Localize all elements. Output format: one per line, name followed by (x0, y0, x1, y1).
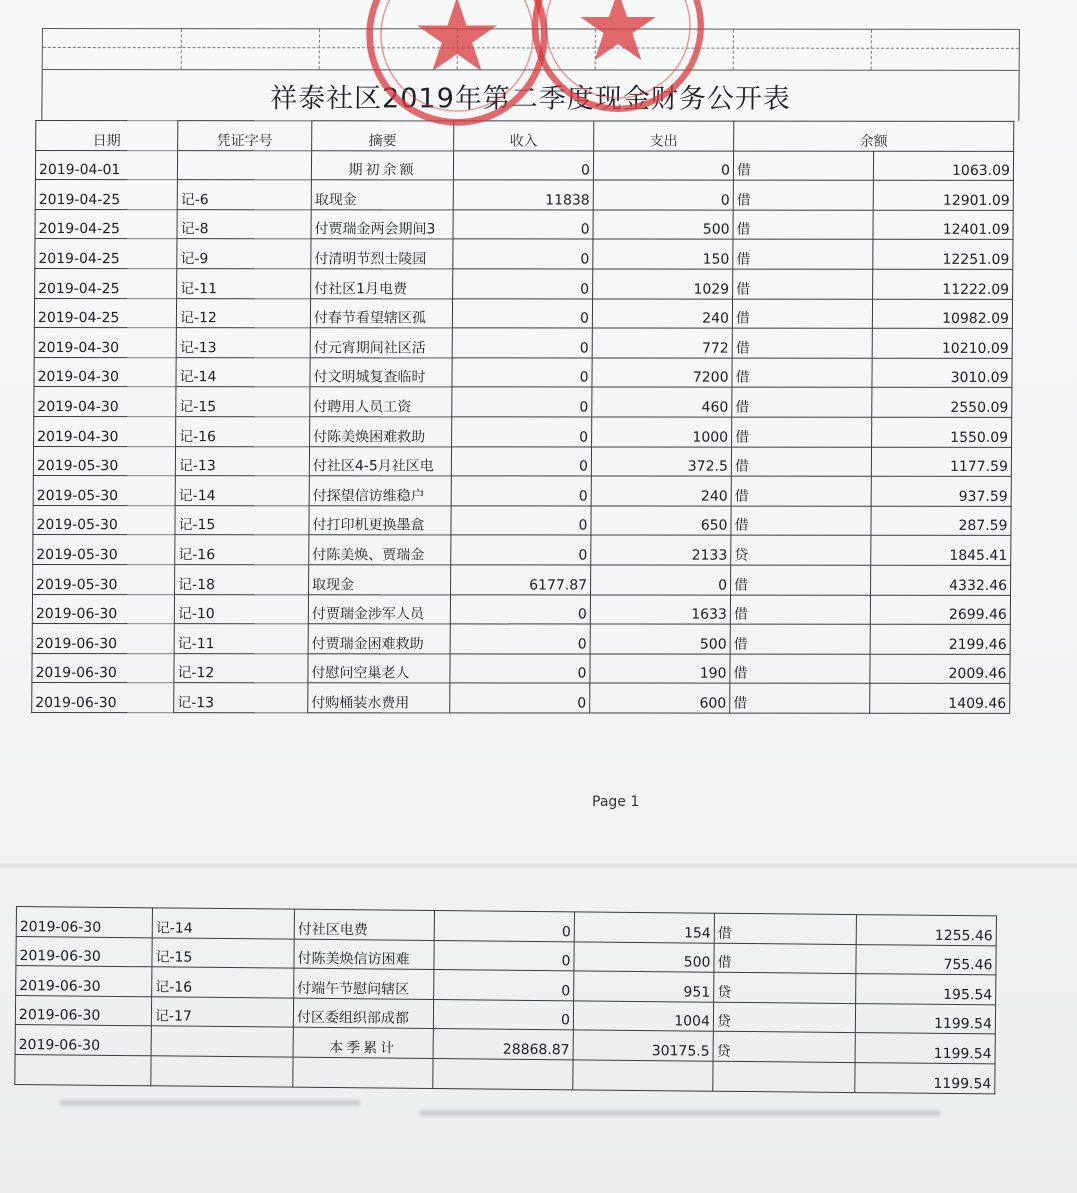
row-expense: 0 (593, 151, 733, 181)
row-income: 0 (452, 387, 592, 417)
table-row (32, 624, 1010, 654)
row-date: 2019-04-25 (35, 268, 177, 298)
row-balance: 1255.46 (856, 915, 996, 946)
row-direction: 贷 (714, 972, 856, 1003)
row-balance: 12901.09 (873, 180, 1013, 210)
row-voucher: 记-9 (177, 239, 311, 269)
row-expense: 600 (590, 683, 730, 713)
row-direction: 借 (733, 151, 873, 181)
row-summary: 付社区1月电费 (311, 269, 453, 299)
row-balance: 287.59 (871, 506, 1011, 536)
row-income: 0 (434, 940, 574, 971)
row-voucher: 记-8 (177, 209, 311, 239)
table-row (35, 150, 1013, 180)
row-income: 6177.87 (451, 565, 591, 595)
row-direction: 借 (733, 269, 873, 299)
row-date: 2019-06-30 (32, 594, 174, 624)
row-summary: 付文明城复查临时 (310, 358, 452, 388)
header-expense: 支出 (594, 121, 734, 151)
row-balance: 2699.46 (870, 595, 1010, 625)
row-direction: 借 (732, 328, 872, 358)
row-voucher: 记-13 (174, 683, 308, 713)
table-row (34, 328, 1012, 358)
row-income: 0 (451, 446, 591, 476)
row-voucher: 记-16 (175, 535, 309, 565)
row-summary: 付社区电费 (294, 909, 434, 940)
row-direction: 贷 (731, 535, 871, 565)
row-direction: 借 (731, 447, 871, 477)
row-income: 0 (452, 298, 592, 328)
row-expense: 190 (590, 654, 730, 684)
table-row (33, 535, 1011, 565)
row-balance: 3010.09 (872, 358, 1012, 388)
row-summary: 付陈美焕、贾瑞金 (309, 535, 451, 565)
row-expense: 240 (591, 476, 731, 506)
row-balance: 1550.09 (872, 417, 1012, 447)
header-voucher: 凭证字号 (178, 121, 312, 151)
row-income: 11838 (453, 180, 593, 210)
row-date: 2019-04-25 (34, 298, 176, 328)
scan-smudge (420, 1110, 940, 1116)
row-income: 0 (434, 970, 574, 1001)
ledger-page-1 (19, 24, 1020, 751)
row-direction: 借 (714, 913, 856, 944)
row-voucher: 记-13 (176, 328, 310, 358)
row-voucher: 记-11 (174, 624, 308, 654)
row-voucher: 记-11 (177, 269, 311, 299)
row-summary: 付贾瑞金两会期间3 (311, 210, 453, 240)
row-date: 2019-04-25 (35, 180, 177, 210)
row-voucher: 记-10 (174, 594, 308, 624)
row-date: 2019-05-30 (33, 476, 175, 506)
table-row (34, 387, 1012, 417)
final-balance: 1199.54 (855, 1063, 995, 1094)
row-direction: 借 (733, 210, 873, 240)
row-expense: 650 (591, 506, 731, 536)
ledger-table (31, 120, 1014, 714)
row-direction: 借 (730, 624, 870, 654)
row-summary: 付春节看望辖区孤 (310, 298, 452, 328)
row-date: 2019-06-30 (15, 995, 151, 1026)
row-income: 0 (453, 210, 593, 240)
row-income: 28868.87 (433, 1029, 573, 1060)
row-expense: 1633 (590, 595, 730, 625)
header-balance: 余额 (734, 121, 1014, 151)
header-blank-row (42, 28, 1020, 71)
row-date: 2019-04-01 (35, 150, 177, 180)
row-balance: 1177.59 (871, 447, 1011, 477)
row-summary: 付慰问空巢老人 (308, 653, 450, 683)
row-income: 0 (451, 476, 591, 506)
row-expense: 772 (592, 328, 732, 358)
row-expense: 7200 (592, 358, 732, 388)
table-row (32, 594, 1010, 624)
table-row (33, 476, 1011, 506)
row-income: 0 (450, 683, 590, 713)
row-expense: 1029 (593, 269, 733, 299)
row-balance: 195.54 (856, 974, 996, 1005)
row-summary: 取现金 (311, 180, 453, 210)
row-direction: 借 (731, 506, 871, 536)
row-expense: 2133 (591, 535, 731, 565)
table-row (34, 416, 1012, 446)
row-summary: 付打印机更换墨盒 (309, 505, 451, 535)
row-voucher: 记-16 (152, 967, 294, 998)
page-number-label: Page 1 (592, 794, 640, 810)
row-direction: 借 (714, 943, 856, 974)
row-date: 2019-04-30 (34, 416, 176, 446)
row-expense: 372.5 (591, 447, 731, 477)
row-expense: 240 (592, 299, 732, 329)
row-summary: 付陈美焕信访困难 (294, 939, 434, 970)
row-expense: 500 (590, 624, 730, 654)
row-balance: 1845.41 (871, 536, 1011, 566)
row-income: 0 (450, 654, 590, 684)
row-direction: 借 (733, 180, 873, 210)
row-direction: 借 (731, 476, 871, 506)
table-row (34, 298, 1012, 328)
row-voucher: 记-12 (174, 653, 308, 683)
row-balance: 10210.09 (872, 328, 1012, 358)
row-balance: 2199.46 (870, 624, 1010, 654)
row-income: 0 (451, 535, 591, 565)
row-summary: 付端午节慰问辖区 (294, 968, 434, 999)
row-direction: 借 (732, 417, 872, 447)
row-expense: 154 (574, 912, 714, 943)
row-direction: 借 (730, 683, 870, 713)
row-summary: 付元宵期间社区活 (310, 328, 452, 358)
row-balance: 755.46 (856, 944, 996, 975)
row-summary: 付贾瑞金困难救助 (308, 624, 450, 654)
row-date: 2019-06-30 (32, 624, 174, 654)
row-expense: 951 (574, 971, 714, 1002)
table-row (33, 446, 1011, 476)
row-expense: 0 (593, 180, 733, 210)
row-direction: 借 (730, 654, 870, 684)
row-date: 2019-05-30 (33, 564, 175, 594)
row-direction: 借 (732, 387, 872, 417)
table-row (35, 209, 1013, 239)
row-date: 2019-04-30 (34, 357, 176, 387)
row-date: 2019-04-30 (34, 387, 176, 417)
row-income: 0 (452, 328, 592, 358)
row-summary: 付聘用人员工资 (310, 387, 452, 417)
row-expense: 500 (593, 210, 733, 240)
row-voucher: 记-14 (176, 357, 310, 387)
scan-smudge (60, 1100, 360, 1106)
table-row (34, 357, 1012, 387)
header-summary: 摘要 (312, 121, 454, 151)
row-income: 0 (453, 239, 593, 269)
row-date: 2019-05-30 (33, 505, 175, 535)
row-balance: 937.59 (871, 476, 1011, 506)
row-direction: 借 (732, 299, 872, 329)
row-balance: 2550.09 (872, 388, 1012, 418)
row-summary: 付探望信访维稳户 (309, 476, 451, 506)
row-income: 0 (433, 999, 573, 1030)
row-balance: 4332.46 (870, 565, 1010, 595)
row-date: 2019-04-25 (35, 209, 177, 239)
row-voucher: 记-15 (152, 937, 294, 968)
row-summary: 付贾瑞金涉军人员 (308, 594, 450, 624)
row-voucher: 记-15 (176, 387, 310, 417)
row-balance: 1063.09 (873, 151, 1013, 181)
row-expense: 500 (574, 941, 714, 972)
row-date: 2019-06-30 (32, 653, 174, 683)
row-direction: 借 (733, 239, 873, 269)
header-income: 收入 (454, 121, 594, 151)
row-balance: 11222.09 (873, 269, 1013, 299)
row-direction: 借 (732, 358, 872, 388)
row-balance: 10982.09 (872, 299, 1012, 329)
row-summary: 付清明节烈士陵园 (311, 239, 453, 269)
row-balance: 1199.54 (855, 1003, 995, 1034)
row-expense: 1000 (592, 417, 732, 447)
row-direction: 贷 (713, 1032, 855, 1063)
row-date: 2019-06-30 (16, 936, 152, 967)
row-balance: 12401.09 (873, 210, 1013, 240)
row-expense: 30175.5 (573, 1030, 713, 1061)
row-voucher: 记-14 (152, 908, 294, 939)
table-row (32, 653, 1010, 683)
row-voucher: 记-12 (176, 298, 310, 328)
row-date: 2019-06-30 (16, 966, 152, 997)
row-income: 0 (451, 506, 591, 536)
table-row (33, 564, 1011, 594)
row-balance: 1409.46 (870, 684, 1010, 714)
row-direction: 贷 (713, 1002, 855, 1033)
table-row (35, 268, 1013, 298)
row-income: 0 (450, 594, 590, 624)
page-title: 祥泰社区2019年第二季度现金财务公开表 (41, 70, 1019, 121)
row-voucher: 记-13 (175, 446, 309, 476)
row-income: 0 (452, 417, 592, 447)
row-voucher: 记-16 (176, 417, 310, 447)
row-summary: 本季累计 (293, 1028, 433, 1059)
row-balance: 2009.46 (870, 654, 1010, 684)
row-direction: 借 (730, 595, 870, 625)
row-summary: 付购桶装水费用 (308, 683, 450, 713)
table-row (32, 683, 1010, 713)
row-voucher: 记-15 (175, 505, 309, 535)
row-voucher: 记-14 (175, 476, 309, 506)
row-income: 0 (434, 911, 574, 942)
row-expense: 150 (593, 239, 733, 269)
row-summary: 付陈美焕困难救助 (310, 417, 452, 447)
row-date: 2019-05-30 (33, 535, 175, 565)
row-summary: 付社区4-5月社区电 (309, 446, 451, 476)
row-voucher: 记-6 (177, 180, 311, 210)
row-balance: 12251.09 (873, 240, 1013, 270)
ledger-page-2 (14, 906, 1006, 1120)
row-income: 0 (453, 150, 593, 180)
row-date: 2019-06-30 (15, 1025, 151, 1056)
header-date: 日期 (36, 121, 178, 151)
row-expense: 0 (591, 565, 731, 595)
table-header-row (36, 121, 1014, 151)
row-income: 0 (452, 358, 592, 388)
row-voucher: 记-18 (175, 565, 309, 595)
row-income: 0 (453, 269, 593, 299)
row-expense: 460 (592, 387, 732, 417)
row-summary: 付区委组织部成都 (293, 998, 433, 1029)
table-row (33, 505, 1011, 535)
row-date: 2019-05-30 (33, 446, 175, 476)
row-voucher (177, 150, 311, 180)
row-direction: 借 (731, 565, 871, 595)
row-date: 2019-06-30 (32, 683, 174, 713)
row-date: 2019-06-30 (16, 907, 152, 938)
ledger-table-continued (14, 906, 997, 1094)
table-row (35, 180, 1013, 210)
row-date: 2019-04-25 (35, 239, 177, 269)
row-voucher (151, 1026, 293, 1057)
row-income: 0 (450, 624, 590, 654)
row-summary: 期初余额 (311, 150, 453, 180)
row-voucher: 记-17 (151, 997, 293, 1028)
row-balance: 1199.54 (855, 1033, 995, 1064)
row-summary: 取现金 (309, 565, 451, 595)
row-date: 2019-04-30 (34, 328, 176, 358)
page-fold-shadow (0, 862, 1077, 870)
table-row (35, 239, 1013, 269)
row-expense: 1004 (573, 1001, 713, 1032)
